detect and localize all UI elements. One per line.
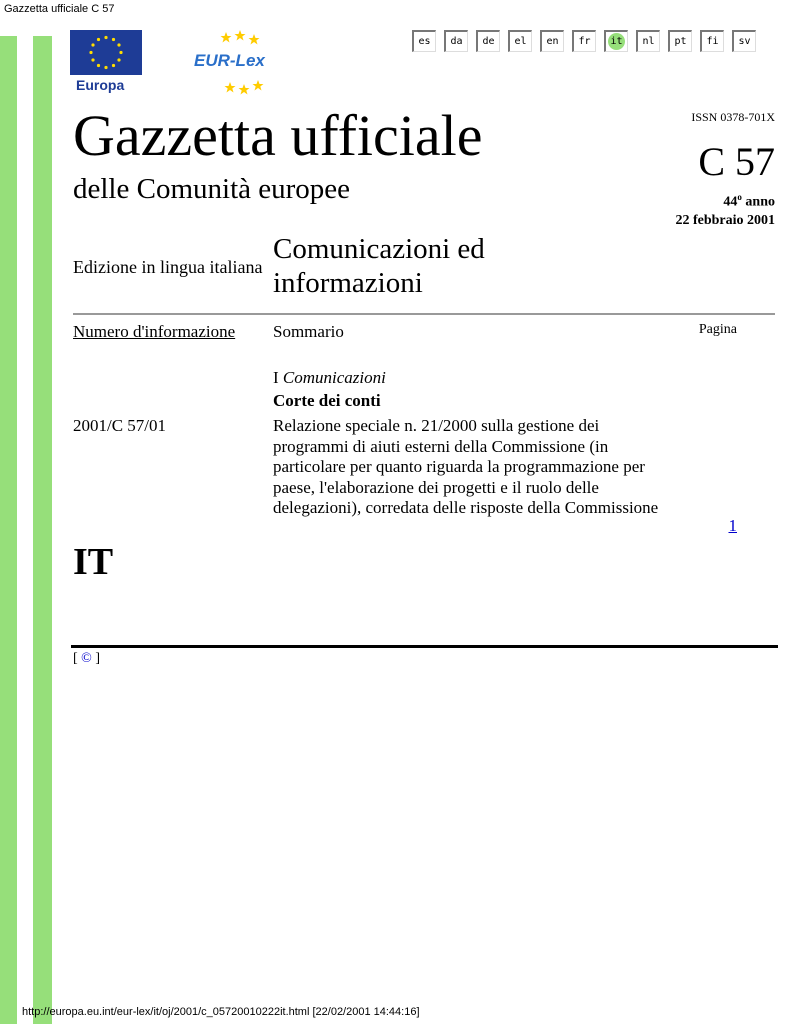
eu-star-icon — [104, 36, 107, 39]
entry-page-link[interactable]: 1 — [728, 516, 737, 535]
left-green-bar — [0, 36, 17, 1024]
left-green-bar-inner — [33, 36, 52, 1024]
lang-button-label: fi — [706, 36, 719, 47]
edition-label: Edizione in lingua italiana — [73, 257, 263, 277]
lang-button-pt[interactable] — [668, 30, 692, 52]
header-divider — [73, 313, 775, 315]
section-title: Comunicazioni ed informazioni — [273, 233, 485, 299]
eu-star-icon — [112, 64, 115, 67]
eu-star-icon — [117, 58, 120, 61]
column-header-page: Pagina — [698, 322, 737, 337]
eu-star-icon — [117, 43, 120, 46]
year-date-block — [675, 188, 775, 230]
lang-button-label: en — [546, 36, 559, 47]
eu-star-icon — [97, 38, 100, 41]
lang-button-de[interactable] — [476, 30, 500, 52]
eu-star-icon — [112, 38, 115, 41]
language-code: IT — [73, 541, 114, 583]
page-subtitle: delle Comunità europee — [73, 173, 351, 205]
footer-divider — [71, 645, 778, 648]
lang-button-en[interactable] — [540, 30, 564, 52]
column-header-summary: Sommario — [273, 322, 344, 341]
eu-star-icon — [89, 51, 92, 54]
eu-star-icon — [97, 64, 100, 67]
lang-button-label: nl — [642, 36, 655, 47]
copyright-block — [73, 651, 100, 667]
lang-button-label: da — [450, 36, 463, 47]
lang-button-label: it — [608, 33, 625, 50]
lang-button-label: el — [514, 36, 527, 47]
language-selector — [412, 30, 756, 56]
lang-button-da[interactable] — [444, 30, 468, 52]
eu-star-icon — [91, 58, 94, 61]
institution-heading: Corte dei conti — [273, 391, 381, 410]
lang-button-sv[interactable] — [732, 30, 756, 52]
section-name: Comunicazioni — [282, 368, 386, 387]
europa-label: Europa — [76, 77, 125, 93]
series-number: C 57 — [698, 139, 775, 184]
lang-button-el[interactable] — [508, 30, 532, 52]
lang-button-it[interactable] — [604, 30, 628, 52]
year-ordinal: o — [737, 192, 742, 202]
entry-number: 2001/C 57/01 — [73, 416, 167, 435]
eu-star-icon — [104, 66, 107, 69]
year-number: 44 — [723, 194, 738, 210]
eu-star-icon — [119, 51, 122, 54]
lang-button-fr[interactable] — [572, 30, 596, 52]
lang-button-nl[interactable] — [636, 30, 660, 52]
copyright-link[interactable]: © — [81, 651, 92, 666]
browser-header-title: Gazzetta ufficiale C 57 — [4, 3, 115, 15]
section-heading — [273, 368, 386, 388]
copyright-close: ] — [91, 651, 100, 666]
lang-button-label: pt — [674, 36, 687, 47]
eurlex-logo[interactable] — [190, 28, 300, 96]
column-header-number: Numero d'informazione — [73, 322, 236, 341]
issn: ISSN 0378-701X — [691, 110, 775, 124]
section-roman: I — [273, 368, 283, 387]
europa-logo[interactable] — [70, 30, 142, 96]
footer-url: http://europa.eu.int/eur-lex/it/oj/2001/c_05720010222it.html [22/02/2001 14:44:16] — [22, 1006, 420, 1018]
lang-button-label: de — [482, 36, 495, 47]
lang-button-es[interactable] — [412, 30, 436, 52]
eurlex-logo-text: EUR-Lex — [194, 51, 265, 70]
lang-button-label: es — [418, 36, 431, 47]
eu-flag-icon — [70, 30, 142, 75]
lang-button-label: sv — [738, 36, 751, 47]
issue-date: 22 febbraio 2001 — [675, 212, 775, 228]
lang-button-fi[interactable] — [700, 30, 724, 52]
eu-star-icon — [91, 43, 94, 46]
copyright-open: [ — [73, 651, 82, 666]
entry-text: Relazione speciale n. 21/2000 sulla gestione dei programmi di aiuti esterni della Commissione (in particolare per quanto riguarda la programmazione per paese, l'elaborazione dei progetti e il ruolo delle delegazioni), corredata delle risposte della Commissione — [273, 416, 659, 517]
year-label: anno — [741, 194, 775, 210]
lang-button-label: fr — [578, 36, 591, 47]
page-title: Gazzetta ufficiale — [73, 103, 483, 168]
